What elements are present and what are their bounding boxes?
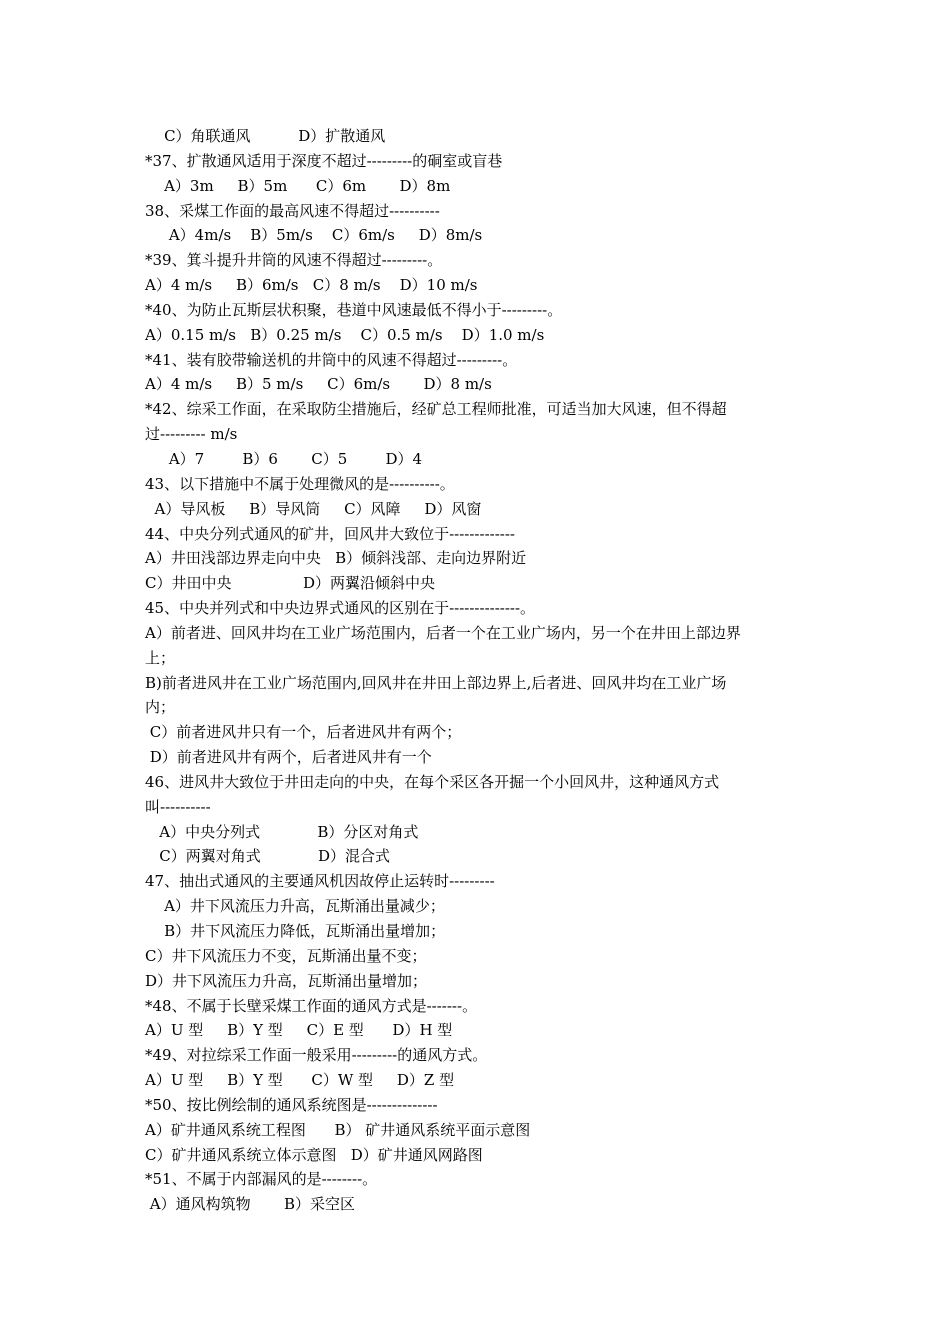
question-42: *42、综采工作面，在采取防尘措施后，经矿总工程师批准，可适当加大风速，但不得超	[145, 400, 727, 419]
option-line: A）7 B）6 C）5 D）4	[145, 449, 423, 468]
option-line-continued: 上；	[145, 648, 176, 667]
option-line: C）井下风流压力不变，瓦斯涌出量不变；	[145, 946, 427, 965]
question-42-continued: 过--------- m/s	[145, 425, 238, 444]
option-line: C）井田中央 D）两翼沿倾斜中央	[145, 574, 436, 593]
option-line: D）前者进风井有两个，后者进风井有一个	[145, 748, 432, 767]
question-37: *37、扩散通风适用于深度不超过---------的硐室或盲巷	[145, 151, 503, 170]
question-46: 46、进风井大致位于井田走向的中央，在每个采区各开掘一个小回风井，这种通风方式	[145, 772, 720, 791]
option-line: B）井下风流压力降低，瓦斯涌出量增加；	[145, 922, 446, 940]
option-line: A）4m/s B）5m/s C）6m/s D）8m/s	[145, 226, 483, 245]
question-44: 44、中央分列式通风的矿井，回风井大致位于-------------	[145, 524, 515, 543]
option-line: A）井田浅部边界走向中央 B）倾斜浅部、走向边界附近	[145, 549, 527, 568]
option-line-continued: 内；	[145, 698, 176, 717]
question-39: *39、箕斗提升井筒的风速不得超过---------。	[145, 251, 443, 270]
option-line: A）3m B）5m C）6m D）8m	[145, 176, 451, 195]
option-line: A）4 m/s B）6m/s C）8 m/s D）10 m/s	[145, 276, 478, 295]
question-49: *49、对拉综采工作面一般采用---------的通风方式。	[145, 1046, 488, 1065]
question-51: *51、不属于内部漏风的是--------。	[145, 1170, 378, 1189]
question-40: *40、为防止瓦斯层状积聚，巷道中风速最低不得小于---------。	[145, 300, 563, 319]
question-46-continued: 叫----------	[145, 797, 211, 816]
option-line: D）井下风流压力升高，瓦斯涌出量增加；	[145, 971, 428, 990]
option-line: A）导风板 B）导风筒 C）风障 D）风窗	[145, 499, 482, 518]
question-50: *50、按比例绘制的通风系统图是--------------	[145, 1095, 438, 1114]
option-line: A）0.15 m/s B）0.25 m/s C）0.5 m/s D）1.0 m/s	[145, 325, 545, 344]
question-43: 43、以下措施中不属于处理微风的是----------。	[145, 474, 455, 493]
option-line: A）中央分列式 B）分区对角式	[145, 822, 419, 841]
option-line: C）两翼对角式 D）混合式	[145, 847, 391, 866]
option-line: A）井下风流压力升高，瓦斯涌出量减少；	[145, 897, 445, 916]
question-48: *48、不属于长壁采煤工作面的通风方式是-------。	[145, 996, 478, 1015]
question-38: 38、采煤工作面的最高风速不得超过----------	[145, 201, 440, 220]
question-45: 45、中央并列式和中央边界式通风的区别在于--------------。	[145, 599, 536, 618]
option-line: A）通风构筑物 B）采空区	[145, 1195, 356, 1214]
option-line: C）角联通风 D）扩散通风	[145, 127, 386, 145]
question-41: *41、装有胶带输送机的井筒中的风速不得超过---------。	[145, 350, 518, 369]
option-line: A）矿井通风系统工程图 B） 矿井通风系统平面示意图	[145, 1120, 531, 1139]
option-line: A）前者进、回风井均在工业广场范围内，后者一个在工业广场内，另一个在井田上部边界	[145, 623, 741, 642]
option-line: B)前者进风井在工业广场范围内,回风井在井田上部边界上,后者进、回风井均在工业广场	[145, 673, 727, 692]
option-line: C）矿井通风系统立体示意图 D）矿井通风网路图	[145, 1145, 483, 1164]
option-line: A）U 型 B）Y 型 C）W 型 D）Z 型	[145, 1071, 455, 1090]
option-line: A）4 m/s B）5 m/s C）6m/s D）8 m/s	[145, 375, 492, 394]
option-line: C）前者进风井只有一个，后者进风井有两个；	[145, 723, 462, 742]
question-list	[145, 124, 810, 1217]
option-line: A）U 型 B）Y 型 C）E 型 D）H 型	[145, 1021, 453, 1040]
question-47: 47、抽出式通风的主要通风机因故停止运转时---------	[145, 872, 495, 891]
